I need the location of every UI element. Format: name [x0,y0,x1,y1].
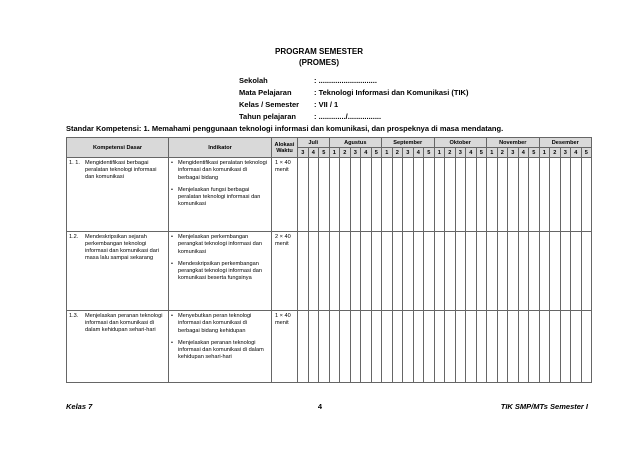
month-november: November [487,138,540,148]
footer-right: TIK SMP/MTs Semester I [500,402,588,411]
page-subtitle: (PROMES) [299,58,339,67]
kd-text: Menjelaskan peranan teknologi informasi dan komunikasi di dalam kehidupan sehari-hari [85,313,163,333]
indikator-text: Menjelaskan fungsi berbagai peralatan teknologi informasi dan komunikasi [178,186,261,208]
footer-left: Kelas 7 [66,402,93,411]
week-number: 2 [445,148,456,158]
table-row [67,311,592,383]
month-september: September [382,138,435,148]
table-row [67,232,592,311]
kd-cell [67,158,169,232]
table-row [67,158,592,232]
week-number: 2 [340,148,351,158]
week-number: 5 [319,148,330,158]
bullet-icon: • [171,339,173,346]
info-label: Tahun pelajaran [239,112,296,121]
week-number: 4 [361,148,372,158]
indikator-text: Menjelaskan perkembangan perangkat teknologi informasi dan komunikasi [178,234,262,255]
week-number: 1 [434,148,445,158]
week-number: 3 [403,148,414,158]
week-number: 5 [581,148,592,158]
bullet-icon: • [171,313,173,319]
week-number: 5 [529,148,540,158]
week-number: 2 [392,148,403,158]
page-number: 4 [317,402,323,411]
week-number: 4 [308,148,319,158]
kd-number: 1.3. [69,313,79,319]
indikator-text: Menyebutkan peran teknologi informasi dan komunikasi di berbagai bidang kehidupan [178,313,252,334]
week-number: 3 [350,148,361,158]
kd-cell [67,232,169,311]
kd-text: Mengidentifikasi berbagai peralatan teknologi informasi dan komunikasi [85,160,157,180]
indikator-cell [169,158,272,232]
info-label: Kelas / Semester [239,100,300,109]
info-value: : ............./................ [314,112,382,121]
program-semester-table [66,137,592,383]
indikator-text: Menjelaskan peranan teknologi informasi dan komunikasi di dalam kehidupan sehari-hari [178,339,264,361]
week-number: 5 [371,148,382,158]
alokasi-cell: 1 × 40 menit [272,311,298,383]
week-number: 1 [539,148,550,158]
week-number: 2 [497,148,508,158]
standar-kompetensi: Standar Kompetensi: 1. Memahami penggunaan teknologi informasi dan komunikasi, dan prospeknya di masa mendatang. [66,124,504,133]
month-oktober: Oktober [434,138,487,148]
bullet-icon: • [171,260,173,267]
info-value: : VII / 1 [314,100,339,109]
info-row-sekolah [239,76,377,87]
indikator-cell [169,232,272,311]
indikator-text: Mendeskripsikan perkembangan perangkat teknologi informasi dan komunikasi beserta fungsinya [178,260,262,282]
week-number: 4 [518,148,529,158]
week-number: 3 [560,148,571,158]
page-title: PROGRAM SEMESTER [274,47,363,56]
kd-number: 1. 1. [69,160,80,166]
week-number: 5 [424,148,435,158]
week-number: 4 [466,148,477,158]
bullet-icon: • [171,234,173,240]
info-label: Mata Pelajaran [239,88,292,97]
week-number: 3 [455,148,466,158]
alokasi-cell: 1 × 40 menit [272,158,298,232]
kd-text: Mendeskripsikan sejarah perkembangan teknologi informasi dan komunikasi dari masa lalu sampai sekarang [85,234,159,261]
week-number: 3 [298,148,309,158]
header-alokasi-waktu: Alokasi Waktu [272,138,298,158]
indikator-text: Mengidentifikasi peralatan teknologi informasi dan komunikasi di berbagai bidang [178,160,267,181]
week-number: 4 [413,148,424,158]
info-row-tahun-pelajaran [239,112,381,123]
month-desember: Desember [539,138,592,148]
month-juli: Juli [298,138,330,148]
info-row-mata-pelajaran [239,88,468,99]
week-number: 1 [329,148,340,158]
indikator-cell [169,311,272,383]
month-agustus: Agustus [329,138,382,148]
info-value: : ............................ [314,76,377,85]
header-indikator: Indikator [169,138,272,158]
info-value: : Teknologi Informasi dan Komunikasi (TIK) [314,88,469,97]
kd-number: 1.2. [69,234,79,240]
week-number: 5 [476,148,487,158]
kd-cell [67,311,169,383]
week-number: 2 [550,148,561,158]
info-row-kelas-semester [239,100,338,111]
week-number: 3 [508,148,519,158]
header-kompetensi-dasar: Kompetensi Dasar [67,138,169,158]
info-label: Sekolah [239,76,268,85]
alokasi-cell: 2 × 40 menit [272,232,298,311]
week-number: 1 [487,148,498,158]
bullet-icon: • [171,160,173,166]
week-number: 4 [571,148,582,158]
bullet-icon: • [171,186,173,193]
week-number: 1 [382,148,393,158]
